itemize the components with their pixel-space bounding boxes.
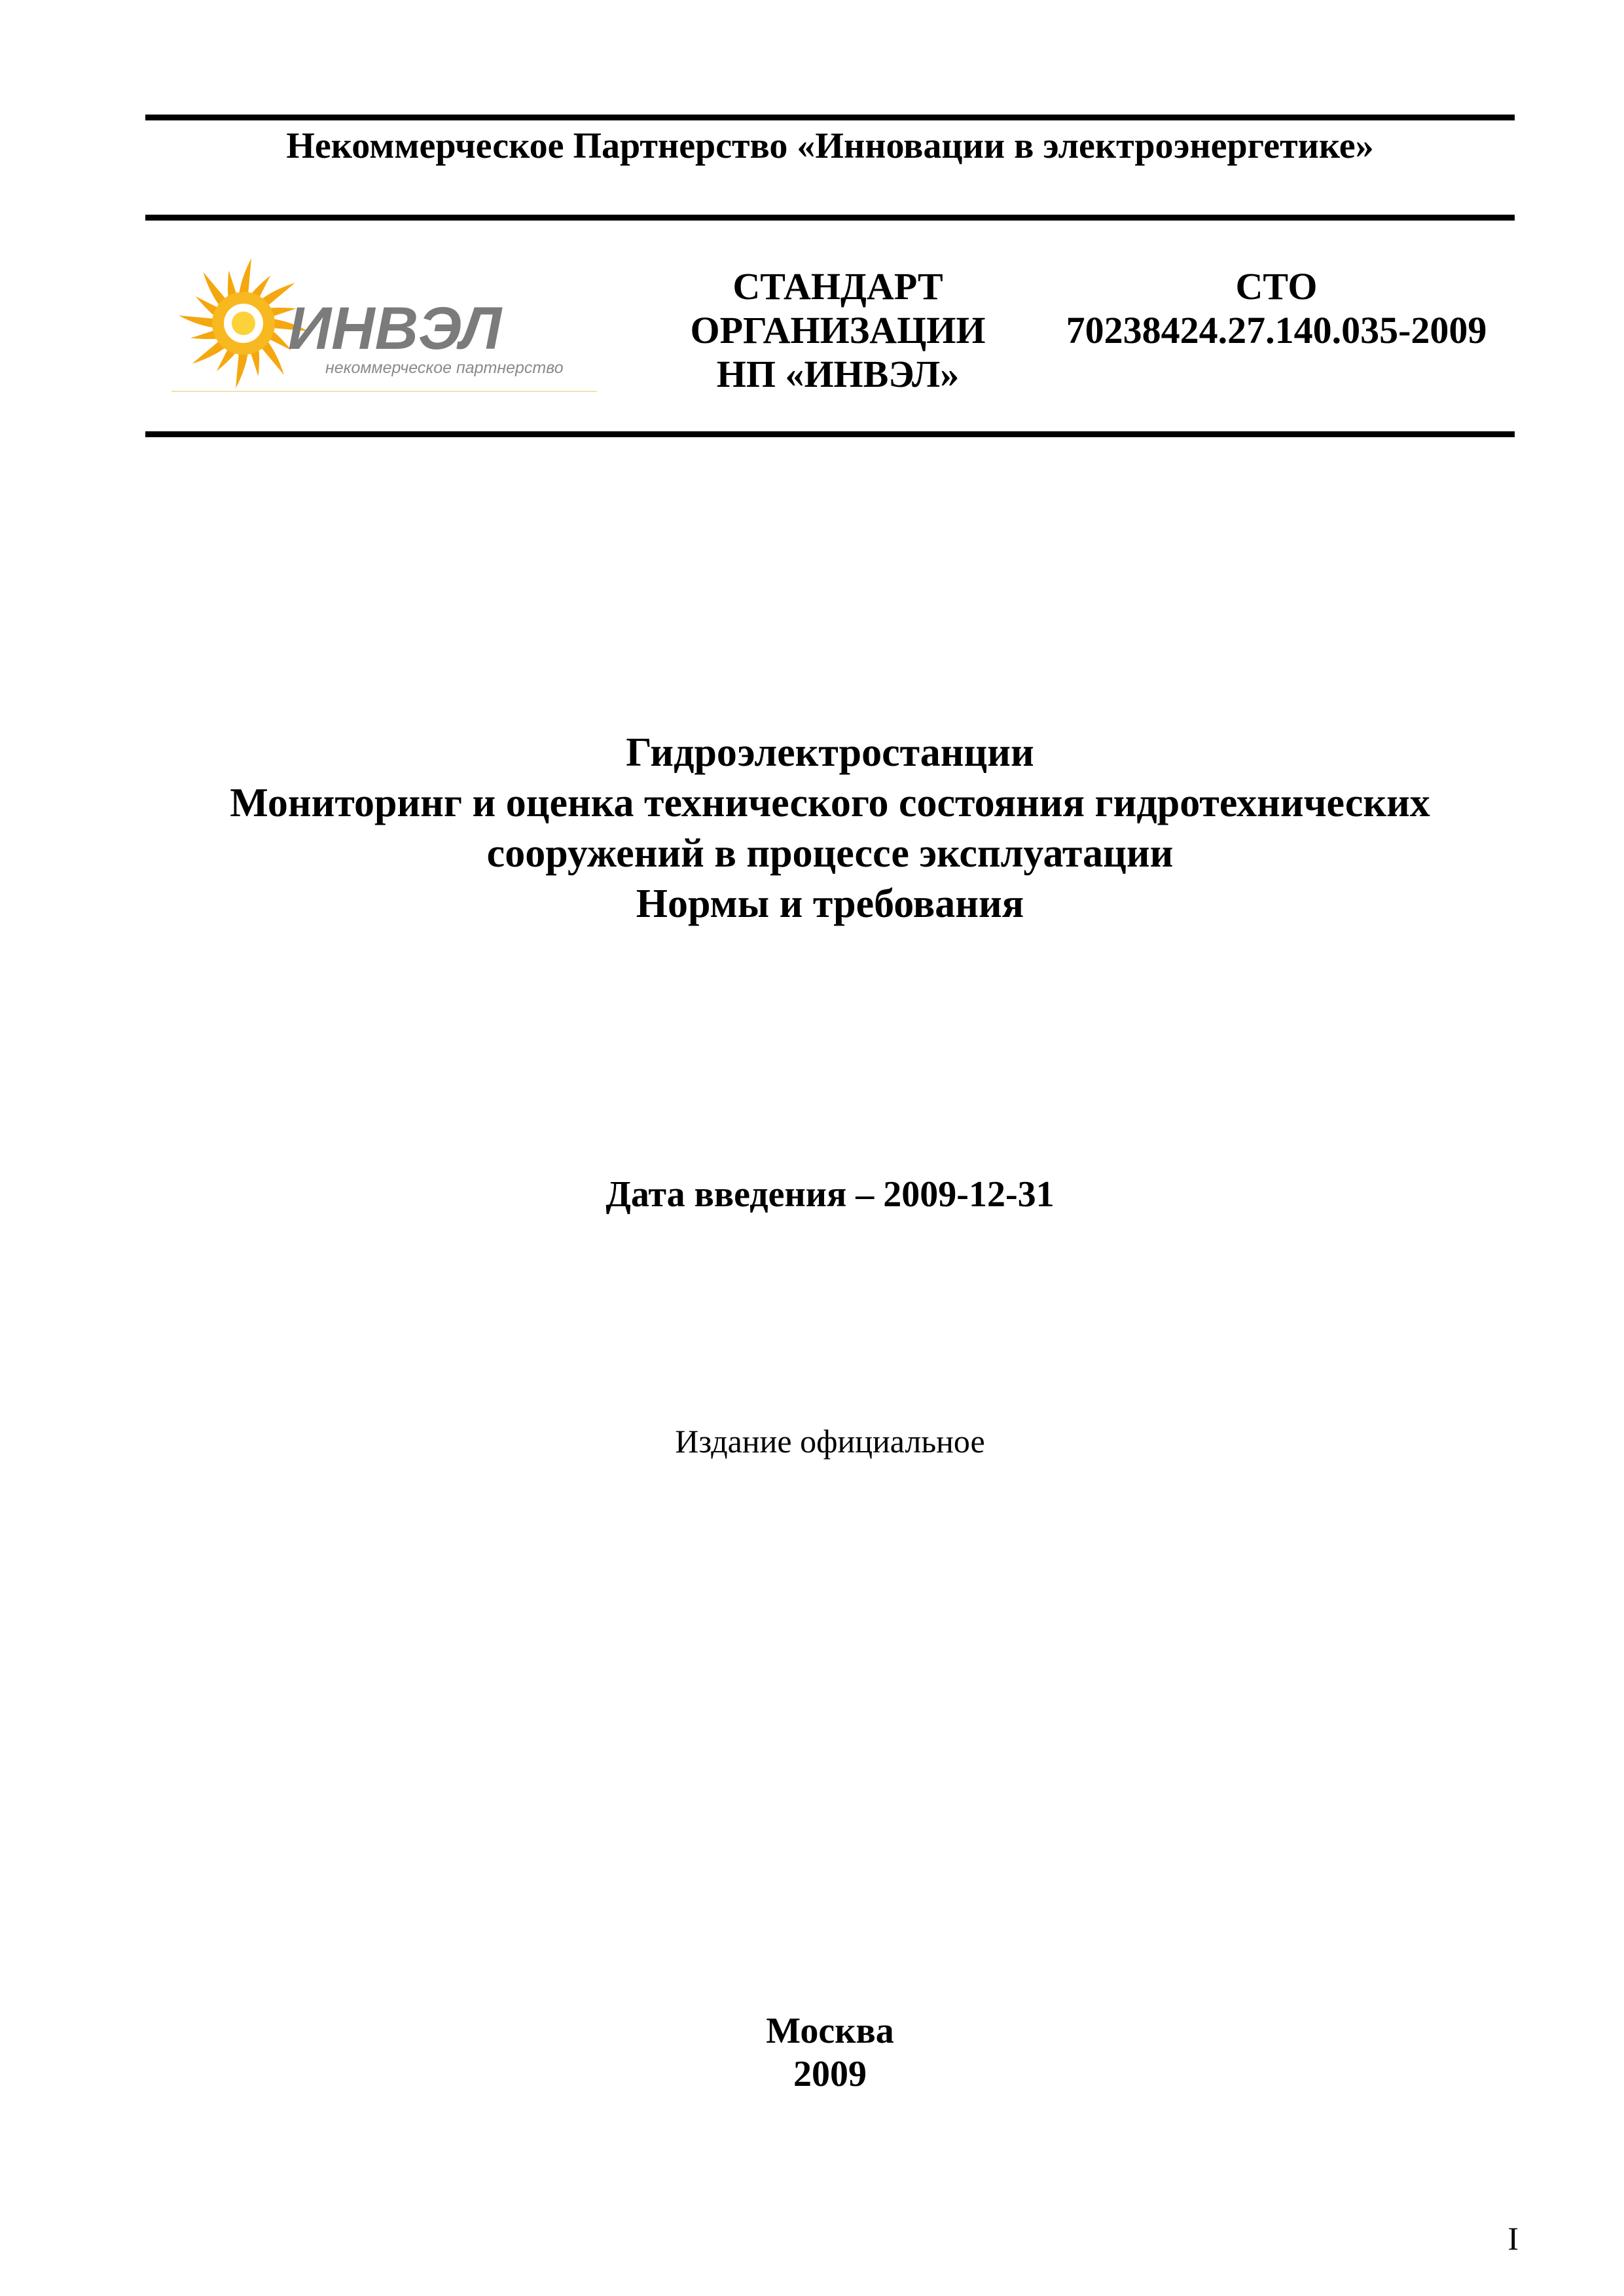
standard-title xyxy=(655,264,1021,396)
organization-name: Некоммерческое Партнерство «Инновации в электроэнергетике» xyxy=(286,126,1374,166)
invel-logo xyxy=(171,254,604,401)
standard-title-line: ОРГАНИЗАЦИИ xyxy=(690,309,986,351)
document-title xyxy=(145,728,1515,929)
header-bottom-rule xyxy=(145,431,1515,437)
publication-place-year xyxy=(145,2009,1515,2096)
header-middle-rule xyxy=(145,215,1515,221)
standard-code xyxy=(1047,264,1506,352)
standard-code-line: 70238424.27.140.035-2009 xyxy=(1066,309,1487,351)
logo-wordmark: ИНВЭЛ xyxy=(288,295,502,362)
standard-code-line: СТО xyxy=(1235,265,1318,308)
publication-year: 2009 xyxy=(793,2054,867,2094)
document-title-line: сооружений в процессе эксплуатации xyxy=(486,831,1174,876)
edition-note: Издание официальное xyxy=(675,1423,985,1460)
logo-subtitle: некоммерческое партнерство xyxy=(325,359,564,377)
publication-city: Москва xyxy=(766,2011,894,2051)
page-number: I xyxy=(1507,2220,1519,2257)
header-top-rule xyxy=(145,115,1515,120)
document-title-line: Гидроэлектростанции xyxy=(626,730,1034,775)
standard-title-line: НП «ИНВЭЛ» xyxy=(716,353,960,395)
standard-title-line: СТАНДАРТ xyxy=(732,265,943,308)
document-title-line: Нормы и требования xyxy=(636,882,1024,926)
document-title-line: Мониторинг и оценка технического состояния гидротехнических xyxy=(230,781,1430,825)
introduction-date: Дата введения – 2009-12-31 xyxy=(605,1174,1055,1215)
